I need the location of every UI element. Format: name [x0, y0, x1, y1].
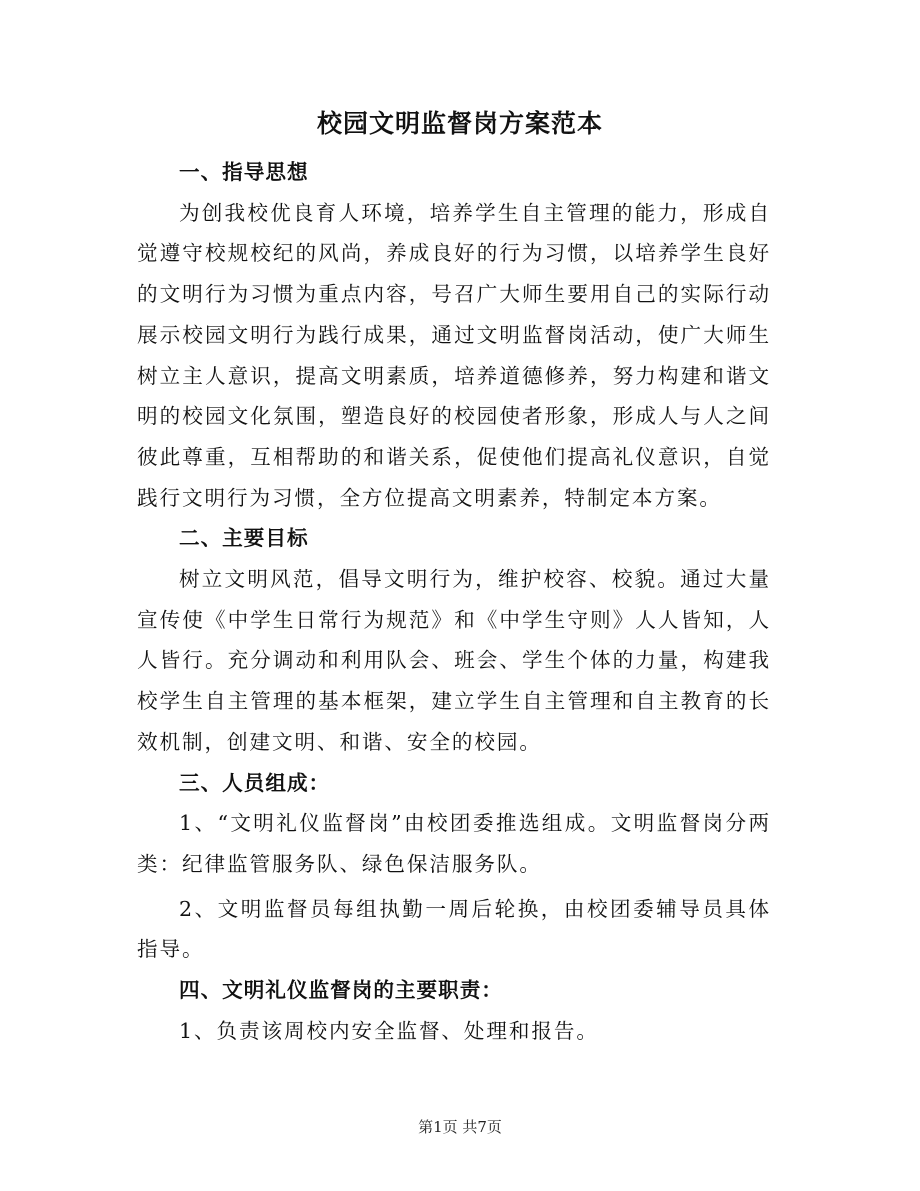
section-heading-guiding-ideology: 一、指导思想	[179, 160, 309, 184]
section-heading-duties: 四、文明礼仪监督岗的主要职责：	[179, 978, 503, 1003]
list-item: 1、负责该周校内安全监督、处理和报告。	[179, 1018, 599, 1043]
list-item: 2、文明监督员每组执勤一周后轮换，由校团委辅导员具体指导。	[137, 896, 771, 962]
section-heading-main-goals: 二、主要目标	[179, 526, 309, 551]
section-paragraph: 树立文明风范，倡导文明行为，维护校容、校貌。通过大量宣传使《中学生日常行为规范》和《中学生守则》人人皆知，人人皆行。充分调动和利用队会、班会、学生个体的力量，构建我校学生自主管理的基本框架，建立学生自主管理和自主教育的长效机制，创建文明、和谐、安全的校园。	[137, 567, 771, 754]
document-body	[137, 152, 771, 1051]
section-heading-personnel: 三、人员组成：	[179, 770, 331, 795]
list-item: 1、“文明礼仪监督岗”由校团委推选组成。文明监督岗分两类：纪律监管服务队、绿色保洁服务队。	[137, 811, 771, 876]
page-number: 第1页 共7页	[418, 1118, 502, 1136]
document-title: 校园文明监督岗方案范本	[316, 109, 603, 138]
section-paragraph: 为创我校优良育人环境，培养学生自主管理的能力，形成自觉遵守校规校纪的风尚，养成良好的行为习惯，以培养学生良好的文明行为习惯为重点内容，号召广大师生要用自己的实际行动展示校园文明行为践行成果，通过文明监督岗活动，使广大师生树立主人意识，提高文明素质，培养道德修养，努力构建和谐文明的校园文化氛围，塑造良好的校园使者形象，形成人与人之间彼此尊重，互相帮助的和谐关系，促使他们提高礼仪意识，自觉践行文明行为习惯，全方位提高文明素养，特制定本方案。	[137, 200, 771, 510]
